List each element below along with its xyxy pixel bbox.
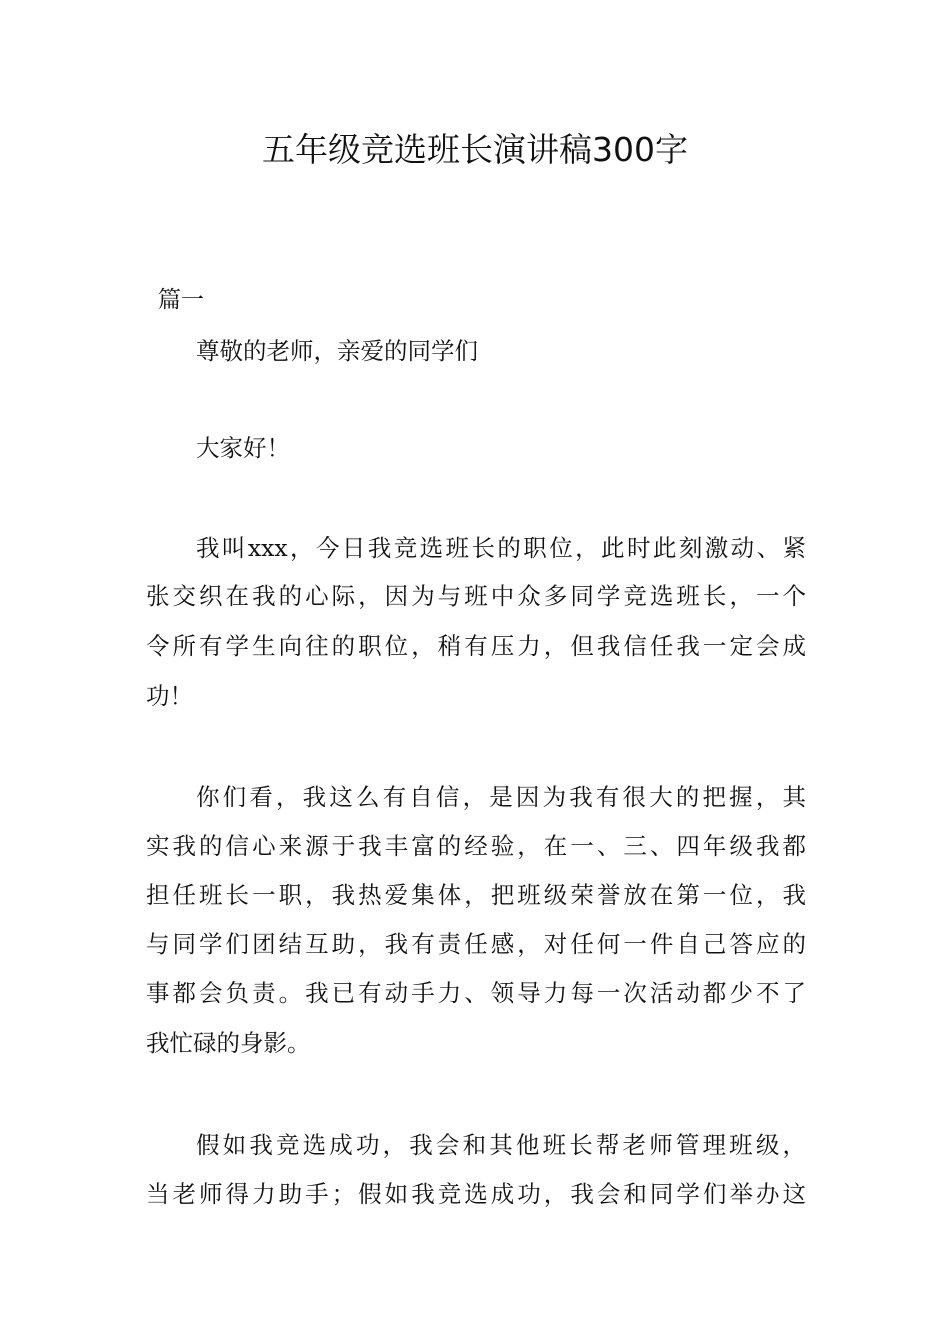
document-title: 五年级竞选班长演讲稿300字: [262, 130, 688, 169]
paragraph-line: 我叫xxx，今日我竞选班长的职位，此时此刻激动、紧: [196, 534, 806, 562]
paragraph-line: 与同学们团结互助，我有责任感，对任何一件自己答应的: [146, 930, 806, 958]
paragraph-line: 假如我竞选成功，我会和其他班长帮老师管理班级，: [196, 1131, 806, 1159]
paragraph-line: 张交织在我的心际，因为与班中众多同学竞选班长，一个: [146, 582, 806, 610]
greeting: 大家好！: [196, 434, 290, 462]
paragraph-line: 当老师得力助手；假如我竞选成功，我会和同学们举办这: [146, 1180, 806, 1208]
paragraph-line: 我忙碌的身影。: [146, 1029, 311, 1057]
paragraph-line: 令所有学生向往的职位，稍有压力，但我信任我一定会成: [146, 632, 806, 660]
paragraph-line: 功！: [146, 682, 193, 710]
paragraph-line: 实我的信心来源于我丰富的经验，在一、三、四年级我都: [146, 832, 806, 860]
section-label: 篇一: [158, 287, 204, 313]
salutation: 尊敬的老师，亲爱的同学们: [196, 337, 478, 365]
paragraph-line: 事都会负责。我已有动手力、领导力每一次活动都少不了: [146, 979, 806, 1007]
paragraph-line: 你们看，我这么有自信，是因为我有很大的把握，其: [196, 783, 806, 811]
paragraph-line: 担任班长一职，我热爱集体，把班级荣誉放在第一位，我: [146, 881, 806, 909]
